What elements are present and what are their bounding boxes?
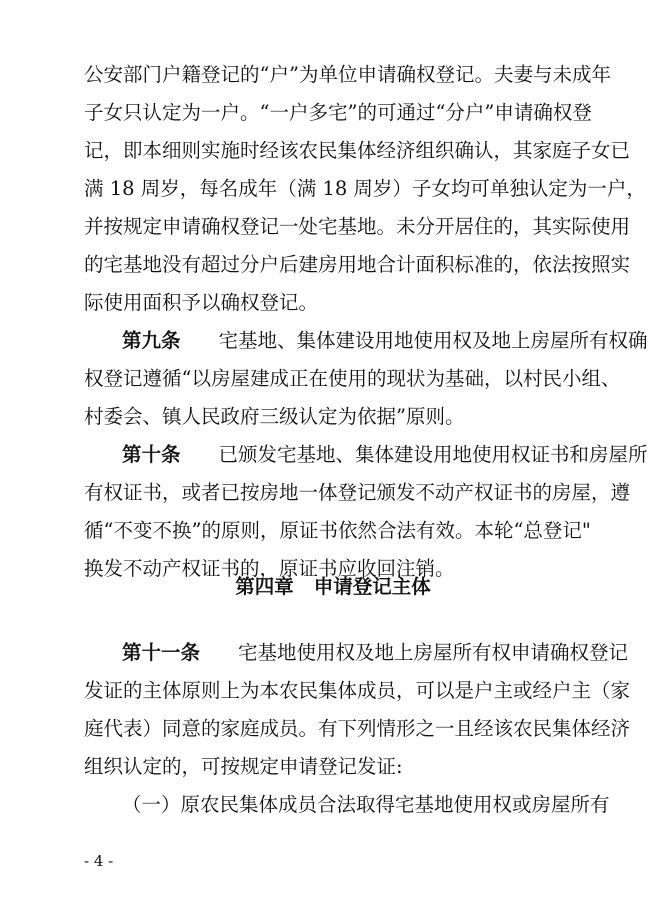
article-text: 宅基地使用权及地上房屋所有权申请确权登记 bbox=[238, 641, 629, 664]
article-first-line bbox=[122, 442, 648, 468]
chapter-heading bbox=[0, 574, 666, 600]
body-line: 满 18 周岁，每名成年（满 18 周岁）子女均可单独认定为一户， bbox=[84, 177, 646, 200]
article-first-line bbox=[122, 640, 629, 666]
list-item: （一）原农民集体成员合法取得宅基地使用权或房屋所有 bbox=[122, 793, 610, 816]
body-line: 有权证书，或者已按房地一体登记颁发不动产权证书的房屋，遵 bbox=[84, 481, 631, 504]
body-line: 发证的主体原则上为本农民集体成员，可以是户主或经户主（家 bbox=[84, 679, 631, 702]
body-line: 庭代表）同意的家庭成员。有下列情形之一且经该农民集体经济 bbox=[84, 717, 631, 740]
body-line: 记，即本细则实施时经该农民集体经济组织确认，其家庭子女已 bbox=[84, 139, 631, 162]
article-heading: 第十一条 bbox=[122, 641, 201, 664]
body-line: 的宅基地没有超过分户后建房用地合计面积标准的，依法按照实 bbox=[84, 253, 631, 276]
body-line: 际使用面积予以确权登记。 bbox=[84, 291, 319, 314]
body-line: 换发不动产权证书的，原证书应收回注销。 bbox=[84, 557, 455, 580]
body-line: 公安部门户籍登记的“户”为单位申请确权登记。夫妻与未成年 bbox=[84, 63, 611, 86]
chapter-number: 第四章 bbox=[235, 575, 294, 598]
body-line: 村委会、镇人民政府三级认定为依据”原则。 bbox=[84, 405, 465, 428]
article-text: 已颁发宅基地、集体建设用地使用权证书和房屋所 bbox=[218, 443, 648, 466]
body-line: 子女只认定为一户。“一户多宅”的可通过“分户”申请确权登 bbox=[84, 101, 592, 124]
article-text: 宅基地、集体建设用地使用权及地上房屋所有权确 bbox=[218, 329, 648, 352]
page-number: - 4 - bbox=[84, 852, 114, 870]
article-heading: 第十条 bbox=[122, 443, 181, 466]
body-line: 循“不变不换”的原则，原证书依然合法有效。本轮“总登记" bbox=[84, 519, 591, 542]
body-line: 权登记遵循“以房屋建成正在使用的现状为基础，以村民小组、 bbox=[84, 367, 621, 390]
body-line: 并按规定申请确权登记一处宅基地。未分开居住的，其实际使用 bbox=[84, 215, 631, 238]
article-heading: 第九条 bbox=[122, 329, 181, 352]
chapter-title: 申请登记主体 bbox=[313, 575, 431, 598]
article-first-line bbox=[122, 328, 648, 354]
body-line: 组织认定的，可按规定申请登记发证: bbox=[84, 755, 403, 778]
